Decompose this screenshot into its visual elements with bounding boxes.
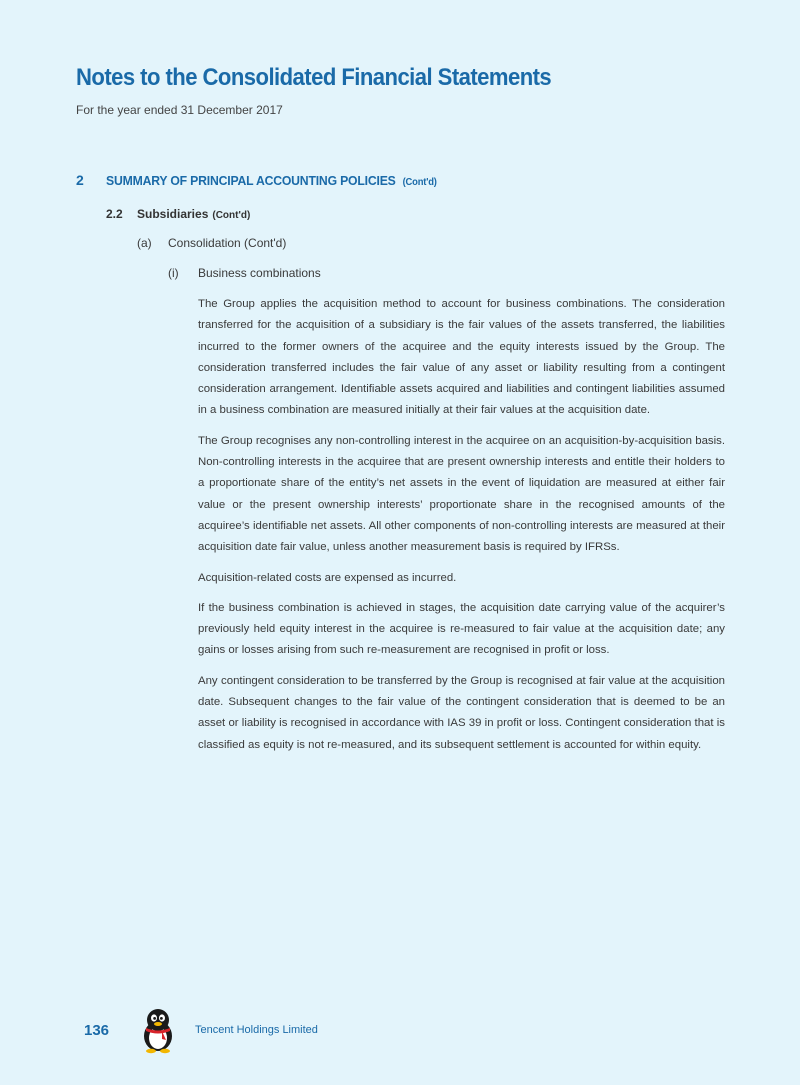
section-heading <box>76 172 458 188</box>
list-text-a: Consolidation (Cont'd) <box>168 236 287 250</box>
penguin-icon <box>138 1006 178 1054</box>
company-name: Tencent Holdings Limited <box>195 1024 318 1036</box>
page-title: Notes to the Consolidated Financial Statements <box>76 64 552 91</box>
page-subtitle: For the year ended 31 December 2017 <box>76 103 283 117</box>
subsection-heading <box>106 207 250 221</box>
list-text-i: Business combinations <box>198 266 321 280</box>
paragraph: If the business combination is achieved in stages, the acquisition date carrying value of the acquirer’s previously held equity interest in the acquiree is re-measured to fair value at the acquisition date; any gains or losses arising from such re-measurement are recognised in profit or loss. <box>198 601 725 657</box>
list-marker-a: (a) <box>137 236 152 250</box>
paragraph: Acquisition-related costs are expensed as incurred. <box>198 571 457 584</box>
paragraph: The Group applies the acquisition method to account for business combinations. The consideration transferred for the acquisition of a subsidiary is the fair values of the assets transferred, the liabilities incurred to the former owners of the acquiree and the equity interests issued by the Group. The consideration transferred includes the fair value of any asset or liability resulting from a contingent consideration arrangement. Identifiable assets acquired and liabilities and contingent liabilities assumed in a business combination are measured initially at their fair values at the acquisition date. <box>198 298 725 417</box>
subsection-title: Subsidiaries <box>137 207 209 221</box>
list-item-i <box>168 266 321 280</box>
section-cont: (Cont'd) <box>402 177 437 188</box>
section-number: 2 <box>76 172 84 188</box>
paragraph: The Group recognises any non-controlling interest in the acquiree on an acquisition-by-acquisition basis. Non-controlling interests in the acquiree that are present ownership interests and entitle their holders to a proportionate share of the entity’s net assets in the event of liquidation are measured at either fair value or the present ownership interests’ proportionate share in the recognised amounts of the acquiree’s identifiable net assets. All other components of non-controlling interests are measured at their acquisition date fair value, unless another measurement basis is required by IFRSs. <box>198 434 725 554</box>
page-number: 136 <box>84 1022 110 1039</box>
list-item-a <box>137 236 286 250</box>
body-text <box>198 294 725 765</box>
section-title <box>106 173 437 188</box>
section-title-text: SUMMARY OF PRINCIPAL ACCOUNTING POLICIES <box>106 173 396 188</box>
subsection-cont: (Cont'd) <box>212 210 251 221</box>
paragraph: Any contingent consideration to be transferred by the Group is recognised at fair value at the acquisition date. Subsequent changes to the fair value of the contingent consideration that is deemed to be an asset or liability is recognised in accordance with IAS 39 in profit or loss. Contingent consideration that is classified as equity is not re-measured, and its subsequent settlement is accounted for within equity. <box>198 674 725 751</box>
list-marker-i: (i) <box>168 266 179 280</box>
subsection-number: 2.2 <box>106 207 123 221</box>
